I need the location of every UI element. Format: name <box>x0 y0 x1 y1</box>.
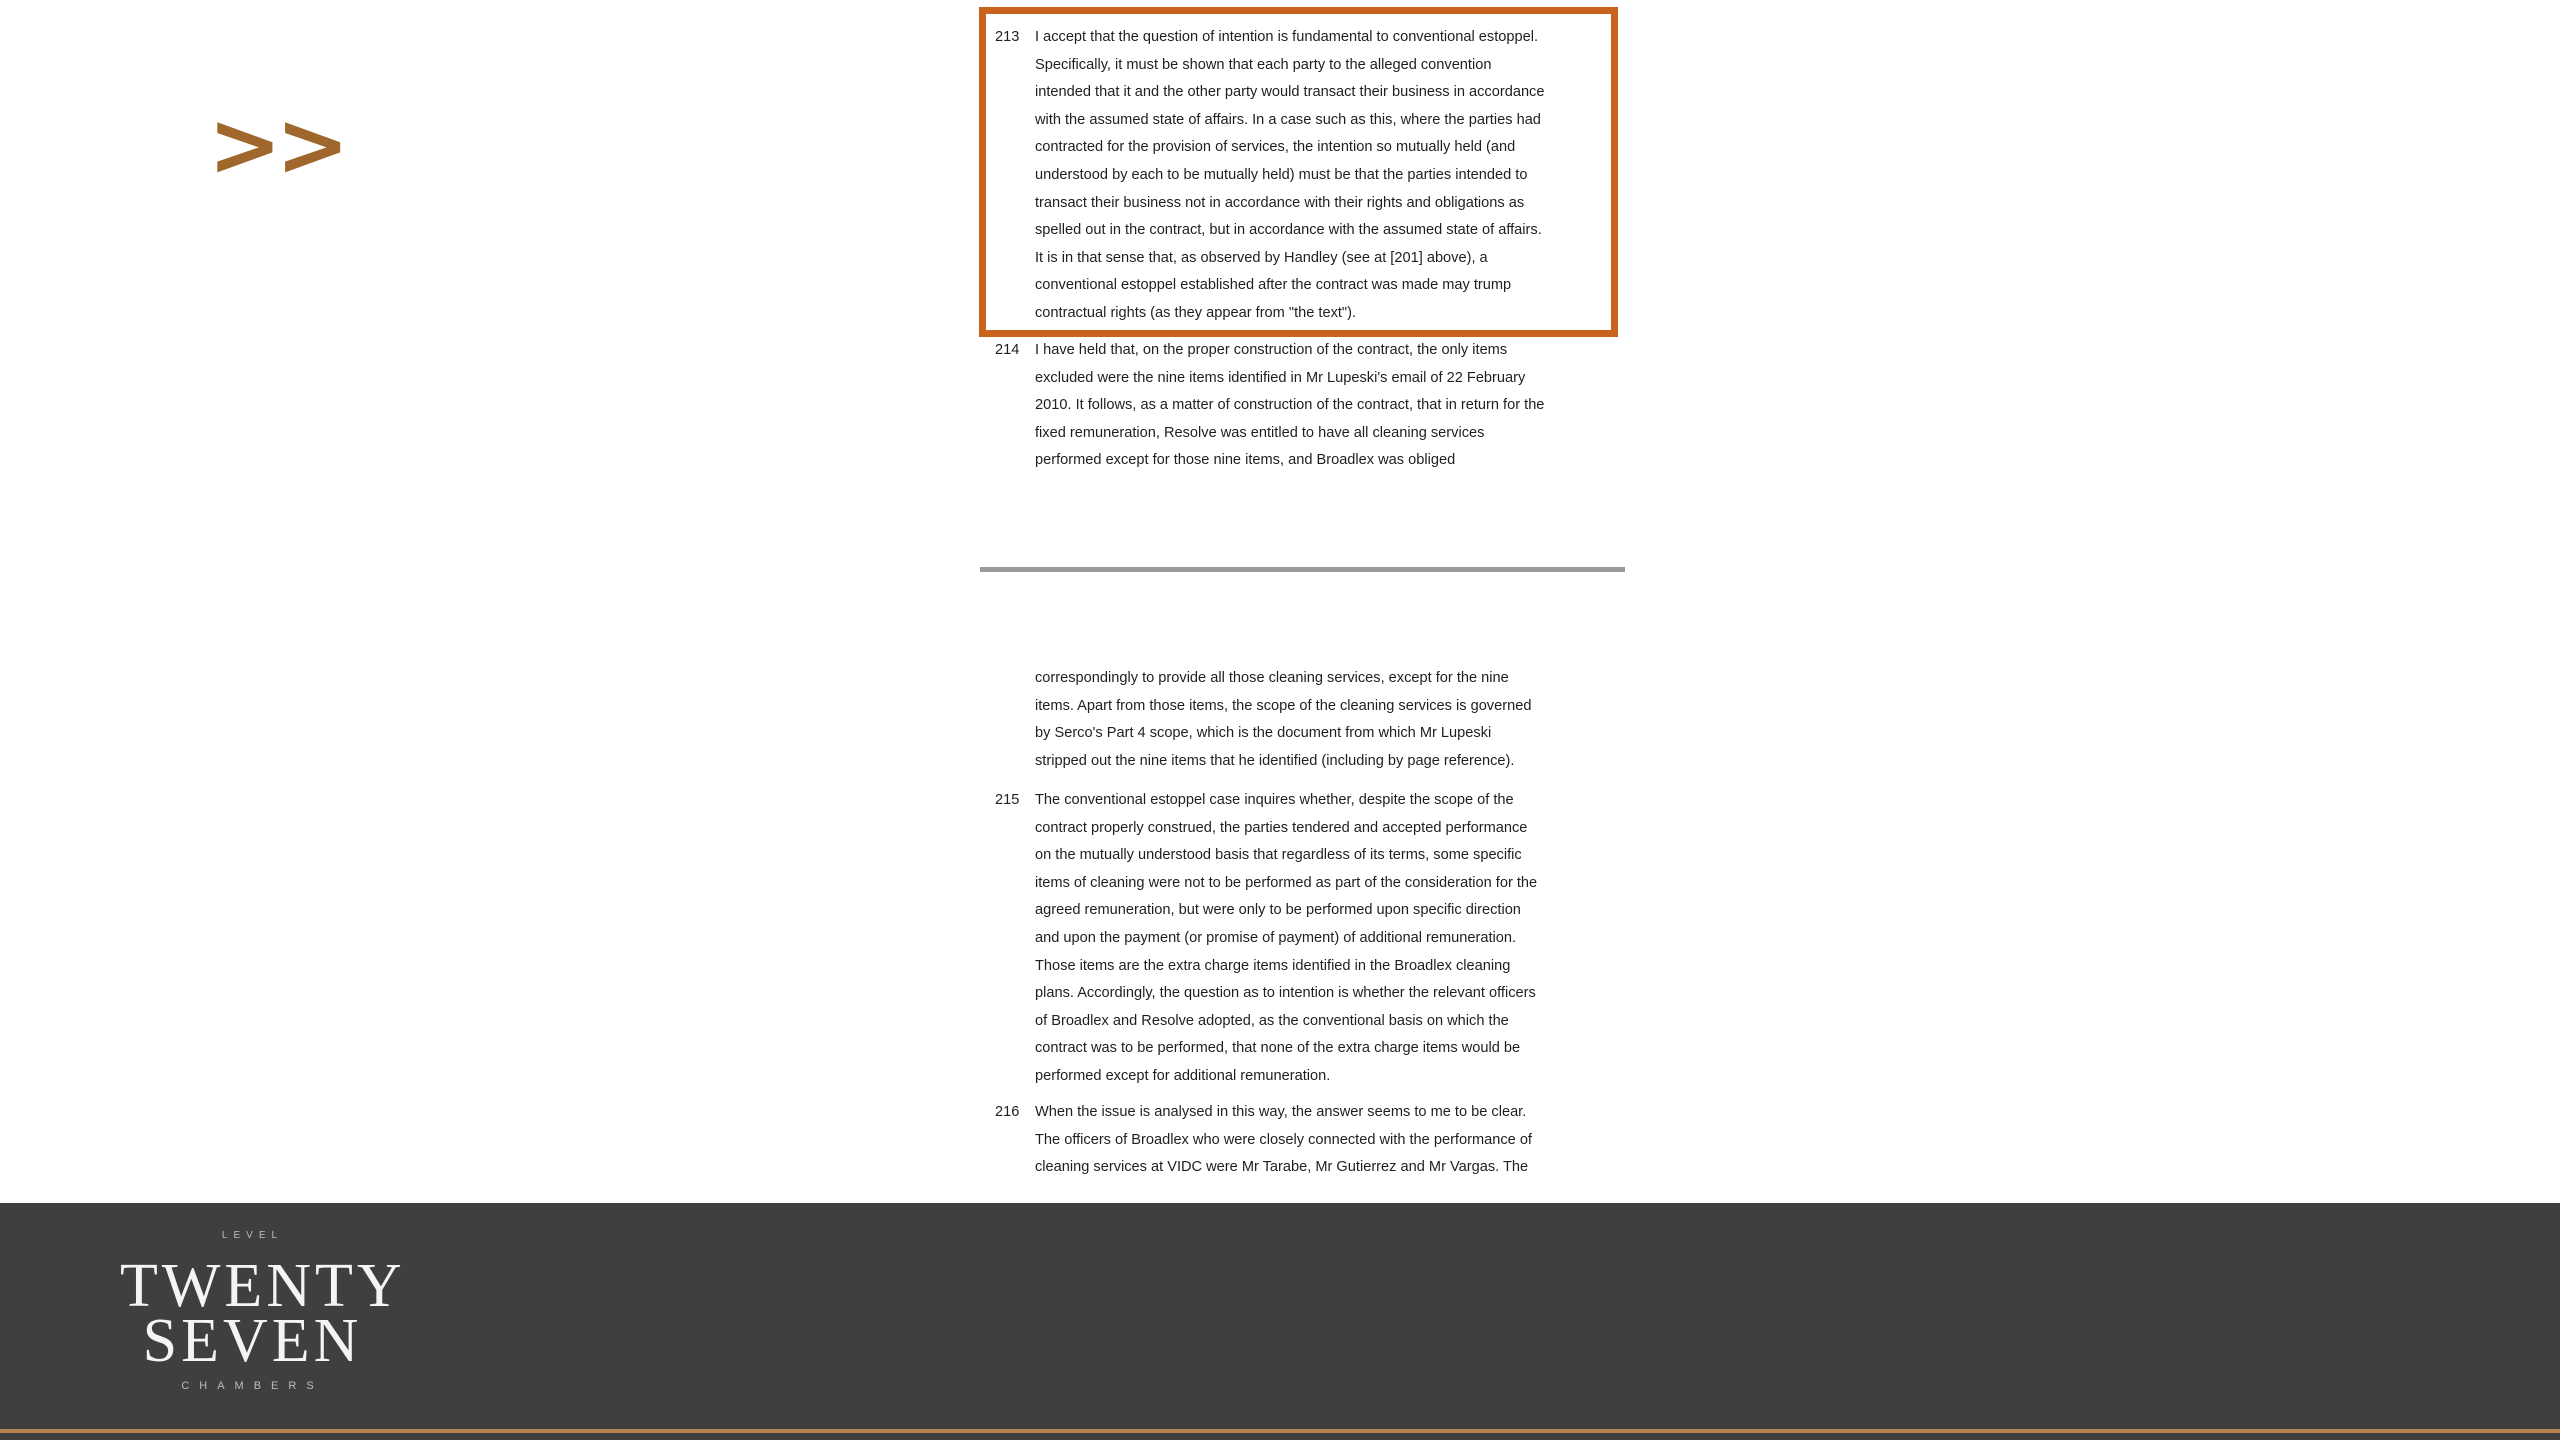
text-line: correspondingly to provide all those cleaning services, except for the nine <box>1035 670 1509 686</box>
text-line: by Serco's Part 4 scope, which is the document from which Mr Lupeski <box>1035 725 1492 742</box>
text-line: The officers of Broadlex who were closely connected with the performance of <box>1035 1131 1532 1148</box>
page-break-divider <box>980 567 1625 572</box>
text-line: transact their business not in accordance with their rights and obligations as <box>1035 194 1525 211</box>
text-line: contracted for the provision of services, the intention so mutually held (and <box>1035 139 1516 156</box>
text-line: agreed remuneration, but were only to be performed upon specific direction <box>1035 902 1521 919</box>
paragraph-number: 213 <box>995 29 1020 45</box>
paragraph-number: 214 <box>995 342 1020 358</box>
text-line: spelled out in the contract, but in accordance with the assumed state of affairs. <box>1035 222 1542 239</box>
logo-seven-word: SEVEN <box>142 1307 363 1375</box>
paragraph-text <box>1035 787 1610 1091</box>
text-line: Those items are the extra charge items identified in the Broadlex cleaning <box>1035 957 1511 974</box>
text-line: intended that it and the other party would transact their business in accordance <box>1035 84 1545 101</box>
text-line: items of cleaning were not to be performed as part of the consideration for the <box>1035 874 1538 891</box>
text-line: 2010. It follows, as a matter of construction of the contract, that in return for the <box>1035 397 1545 414</box>
paragraph-number: 216 <box>995 1104 1020 1120</box>
text-line: items. Apart from those items, the scope of the cleaning services is governed <box>1035 697 1532 714</box>
text-line: with the assumed state of affairs. In a case such as this, where the parties had <box>1035 111 1541 128</box>
text-line: performed except for those nine items, and Broadlex was obliged <box>1035 452 1456 469</box>
text-line: cleaning services at VIDC were Mr Tarabe, Mr Gutierrez and Mr Vargas. The <box>1035 1159 1529 1176</box>
text-line: I accept that the question of intention is fundamental to conventional estoppel. <box>1035 29 1539 45</box>
paragraph-text <box>1035 665 1610 775</box>
chevron-double-right-icon: >> <box>208 93 344 196</box>
text-line: and upon the payment (or promise of payment) of additional remuneration. <box>1035 929 1517 946</box>
highlight-box <box>979 7 1618 337</box>
text-line: When the issue is analysed in this way, the answer seems to me to be clear. <box>1035 1104 1527 1120</box>
text-line: contract properly construed, the parties tendered and accepted performance <box>1035 819 1528 836</box>
text-line: fixed remuneration, Resolve was entitled to have all cleaning services <box>1035 424 1485 441</box>
text-line: contractual rights (as they appear from "the text"). <box>1035 304 1357 321</box>
paragraph-text <box>1035 337 1610 475</box>
logo-level-word: LEVEL <box>221 1230 284 1241</box>
text-line: Specifically, it must be shown that each party to the alleged convention <box>1035 56 1492 73</box>
logo-twenty-word: TWENTY <box>120 1252 406 1320</box>
paragraph-text <box>1035 1099 1610 1182</box>
text-line: understood by each to be mutually held) must be that the parties intended to <box>1035 166 1528 183</box>
text-line: contract was to be performed, that none of the extra charge items would be <box>1035 1040 1521 1057</box>
chambers-logo <box>120 1228 406 1408</box>
paragraph-number: 215 <box>995 792 1020 808</box>
text-line: excluded were the nine items identified in Mr Lupeski's email of 22 February <box>1035 369 1526 386</box>
text-line: I have held that, on the proper construction of the contract, the only items <box>1035 342 1508 358</box>
text-line: plans. Accordingly, the question as to intention is whether the relevant officers <box>1035 985 1536 1002</box>
text-line: performed except for additional remuneration. <box>1035 1067 1331 1084</box>
text-line: on the mutually understood basis that regardless of its terms, some specific <box>1035 847 1522 864</box>
logo-chambers-word: CHAMBERS <box>181 1380 324 1392</box>
text-line: It is in that sense that, as observed by Handley (see at [201] above), a <box>1035 249 1488 266</box>
text-line: of Broadlex and Resolve adopted, as the conventional basis on which the <box>1035 1012 1509 1029</box>
text-line: The conventional estoppel case inquires whether, despite the scope of the <box>1035 792 1514 808</box>
footer-bottom-strip <box>0 1433 2560 1440</box>
text-line: stripped out the nine items that he identified (including by page reference). <box>1035 752 1515 769</box>
text-line: conventional estoppel established after the contract was made may trump <box>1035 277 1512 294</box>
